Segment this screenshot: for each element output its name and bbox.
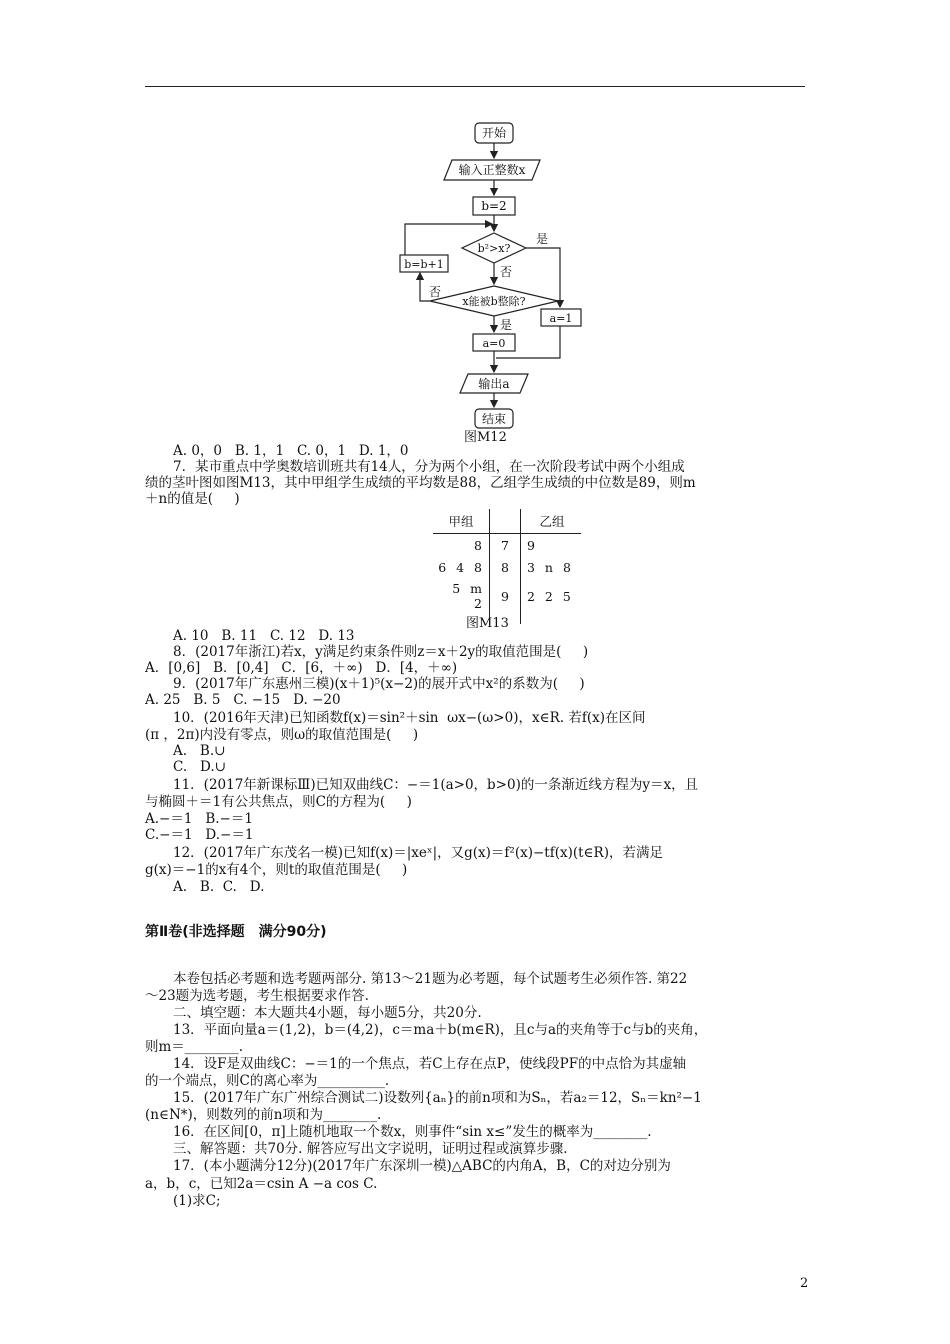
flow-yes1-text: 是: [535, 232, 549, 246]
section-ii-heading: 第Ⅱ卷(非选择题 满分90分): [145, 924, 327, 940]
q14-line1: 14．设F是双曲线C：−＝1的一个焦点，若C上存在点P，使线段PF的中点恰为其虚轴: [173, 1056, 687, 1072]
q17-line3: (1)求C;: [173, 1193, 221, 1209]
flow-cond1-text: b²>x?: [477, 242, 511, 255]
stem-row-right: 3 n 8: [527, 559, 574, 575]
stem-row-stem: 9: [490, 578, 521, 614]
intro-line1: 本卷包括必考题和选考题两部分. 第13～21题为必考题，每个试题考生必须作答. 第22: [173, 971, 688, 987]
q8-stem: 8．(2017年浙江)若x，y满足约束条件则z＝x＋2y的取值范围是( ): [173, 644, 589, 660]
q7-line3: ＋n的值是( ): [145, 491, 240, 507]
q12-line2: g(x)＝−1的x有4个，则t的取值范围是( ): [145, 862, 408, 878]
flow-output-text: 输出a: [478, 377, 510, 391]
q6-options: A. 0，0 B. 1，1 C. 0，1 D. 1，0: [173, 443, 409, 459]
flow-incr-text: b=b+1: [404, 258, 444, 271]
q11-options-1: A.−＝1 B.−＝1: [145, 811, 253, 827]
q15-line2: (n∈N*)，则数列的前n项和为________.: [145, 1107, 382, 1123]
q8-options: A．[0,6] B．[0,4] C．[6，＋∞) D．[4，＋∞): [145, 660, 458, 676]
flow-no2-text: 否: [428, 285, 442, 299]
flow-cond2-text: x能被b整除?: [462, 295, 526, 308]
flow-no1-text: 否: [499, 265, 513, 279]
flow-yes2-text: 是: [499, 318, 513, 332]
q9-options: A. 25 B. 5 C. −15 D. −20: [145, 692, 341, 708]
header-rule: [145, 86, 805, 87]
stem-right-header: 乙组: [521, 509, 582, 534]
stem-row-left: 8: [474, 537, 485, 553]
flowchart: [380, 118, 620, 438]
q10-options-2: C. D.∪: [173, 759, 226, 775]
q7-line2: 绩的茎叶图如图M13，其中甲组学生成绩的平均数是88，乙组学生成绩的中位数是89，则m: [145, 475, 696, 491]
stem-row-stem: 8: [490, 556, 521, 578]
q17-line1: 17．(本小题满分12分)(2017年广东深圳一模)△ABC的内角A，B，C的对边分别为: [173, 1158, 671, 1174]
q13-line2: 则m＝________.: [145, 1039, 244, 1055]
stem-row-right: 2 2 5: [527, 588, 574, 604]
flow-start-text: 开始: [481, 126, 507, 140]
figure-caption-m13: 图M13: [466, 616, 509, 631]
flow-a1-text: a=1: [549, 312, 573, 325]
q12-line1: 12．(2017年广东茂名一模)已知f(x)＝|xeˣ|，又g(x)＝f²(x)−tf(x)(t∈R)，若满足: [173, 845, 663, 861]
q10-options-1: A. B.∪: [173, 743, 226, 759]
q10-line1: 10．(2016年天津)已知函数f(x)＝sin²＋sin ωx−(ω>0)，x∈R. 若f(x)在区间: [173, 710, 646, 726]
q14-line2: 的一个端点，则C的离心率为__________.: [145, 1073, 390, 1089]
stem-mid-header: [490, 509, 521, 534]
q15-line1: 15．(2017年广东广州综合测试二)设数列{aₙ}的前n项和为Sₙ，若a₂＝12，Sₙ＝kn²−1: [173, 1090, 702, 1106]
intro-line2: ～23题为选考题，考生根据要求作答.: [145, 988, 369, 1004]
q13-line1: 13．平面向量a＝(1,2)，b＝(4,2)，c＝ma＋b(m∈R)，且c与a的夹角等于c与b的夹角，: [173, 1022, 708, 1038]
flow-init-text: b=2: [481, 199, 507, 213]
stem-row-left: 5 m 2: [452, 581, 485, 611]
q7-line1: 7．某市重点中学奥数培训班共有14人，分为两个小组，在一次阶段考试中两个小组成: [173, 459, 685, 475]
q10-line2: (π ，2π)内没有零点，则ω的取值范围是( ): [145, 727, 419, 743]
q11-line1: 11．(2017年新课标Ⅲ)已知双曲线C：−＝1(a>0，b>0)的一条渐近线方程为y＝x，且: [173, 777, 699, 793]
stem-row-left: 6 4 8: [438, 559, 485, 575]
stem-row-right: 9: [527, 537, 538, 553]
q11-line2: 与椭圆＋＝1有公共焦点，则C的方程为( ): [145, 794, 412, 810]
q16: 16．在区间[0，π]上随机地取一个数x，则事件“sin x≤”发生的概率为________.: [173, 1124, 652, 1140]
fill-heading: 二、填空题：本大题共4小题，每小题5分，共20分.: [173, 1005, 482, 1021]
q17-line2: a，b，c，已知2a＝csin A −a cos C.: [145, 1176, 378, 1192]
q9-stem: 9．(2017年广东惠州三模)(x＋1)⁵(x−2)的展开式中x²的系数为( ): [173, 676, 585, 692]
page-number: 2: [800, 1276, 809, 1291]
stem-leaf-plot: [433, 509, 581, 624]
flow-end-text: 结束: [481, 412, 507, 426]
stem-left-header: 甲组: [433, 509, 490, 534]
q7-options: A. 10 B. 11 C. 12 D. 13: [173, 628, 355, 644]
answer-heading: 三、解答题：共70分. 解答应写出文字说明，证明过程或演算步骤.: [173, 1141, 568, 1157]
stem-row-stem: 7: [490, 534, 521, 557]
figure-caption-m12: 图M12: [464, 430, 507, 445]
flow-input-text: 输入正整数x: [458, 163, 526, 177]
q12-options: A. B. C. D.: [173, 879, 265, 895]
q11-options-2: C.−＝1 D.−＝1: [145, 827, 254, 843]
flow-a0-text: a=0: [482, 337, 506, 350]
stem-row-pad: [521, 614, 582, 624]
